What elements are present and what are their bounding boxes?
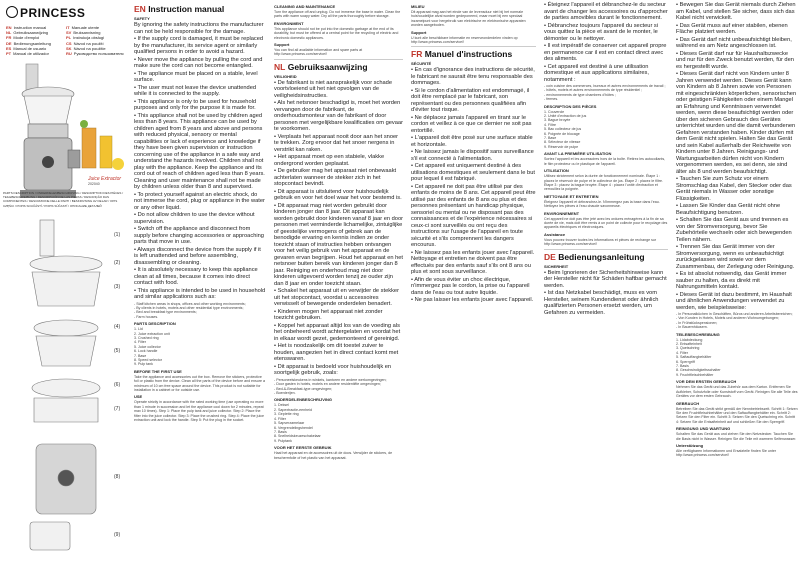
de-part-item: 8. Geschwindigkeitsschalter [676, 368, 721, 373]
model-number: 202040 [88, 182, 100, 186]
de-cleaning-text: Schalten Sie das Gerät aus und ziehen Sie den Netzstecker. Tauchen Sie die Basis nicht in Wasser. Reinigen Sie die Teile mit warmem Seifenwasser. [676, 432, 797, 441]
en-parts-heading: PARTS DESCRIPTION [134, 321, 176, 327]
de-safety-paragraph: • Trennen Sie das Gerät immer von der Stromversorgung, wenn es unbeaufsichtigt zurückgelassen wird sowie vor dem Zusammenbau, der Zerlegung oder Reinigung. [676, 244, 795, 270]
nl-safety-paragraph: • De fabrikant is niet aansprakelijk voor schade voortvloeiend uit het niet opvolgen van de veiligheidsinstructies. [274, 79, 393, 99]
nl-part-item: 5. Sapverzamelaar [274, 421, 305, 426]
de-parts-list [676, 338, 798, 378]
de-use-heading: GEBRAUCH [676, 400, 700, 406]
language-name: Bruksanvisning [73, 30, 101, 36]
language-code: SV [66, 30, 72, 36]
fr-support-heading: Assistance [544, 231, 566, 237]
en-cleaning-text: Turn the appliance off and unplug. Do not immerse the base in water. Clean the parts with warm soapy water. Dry all the parts thoroughly before storage. [274, 10, 401, 19]
fr-environment-heading: ENVIRONNEMENT [544, 210, 580, 216]
dutch-french-column [407, 0, 540, 305]
fr-safety-paragraph: • Cet appareil ne doit pas être utilisé par des enfants de moins de 8 ans. Cet appareil peut être utilisé par des enfants de 8 ans ou plus et des personnes présentant un handicap physique, sensoriel ou mental ou ne disposant pas des connaissances et de l'expérience nécessaires si ceux-ci sont surveillés ou ont reçu des instructions sur l'usage de l'appareil en toute sécurité et s'ils comprennent les dangers encourus. [411, 183, 536, 249]
language-code: FR [6, 35, 12, 41]
fr-use-text: Utilisez strictement selon la durée de fonctionnement nominale. Étape 1 : placez le réservoir de pulpe et le collecteur de jus. Étape 2 : placez le filtre. Étape 3 : placez la bague broyée. Étape 4 : placez l'unité d'extraction et verrouillez la poignée. [544, 174, 664, 192]
english-dutch-column [270, 0, 407, 460]
language-name: Mode d'emploi [13, 35, 40, 41]
figure-label: (2) [114, 260, 121, 266]
de-safety-paragraph: • Das Gerät muss auf einer stabilen, ebenen Fläche platziert werden. [676, 22, 788, 35]
de-usage-item: - Von Kunden in Hotels, Motels und anderen Wohnumgebungen; [676, 316, 779, 321]
german-column [672, 0, 802, 458]
fr-usage-item: - environnements de type chambres d'hôtes ; [544, 92, 616, 97]
fr-safety-paragraph: • En cas d'ignorance des instructions de sécurité, le fabricant ne saurait être tenu responsable des dommages. [411, 67, 535, 87]
de-safety-paragraph: • Lassen Sie Kinder das Gerät nicht ohne Beaufsichtigung benutzen. [676, 203, 781, 216]
nl-usage-item: - Boerderijen. [274, 391, 296, 396]
de-title-text: Bedienungsanleitung [558, 251, 645, 262]
figure-label: (8) [114, 474, 121, 480]
language-name: Manual de utilizador [13, 51, 49, 57]
nl-usage-item: - Door gasten in hotels, motels en andere residentiële omgevingen; [274, 382, 381, 387]
figure-label: (4) [114, 324, 121, 330]
en-safety-bullet: • Switch off the appliance and disconnect from supply before changing accessories or approaching parts that move in use. [134, 226, 264, 245]
nl-safety-paragraph: • Als het netsnoer beschadigd is, moet het worden vervangen door de fabrikant, de onderhoudsmonteur van de fabrikant of door personen met vergelijkbare kwalificaties om gevaar te voorkomen. [274, 100, 403, 133]
nl-before-heading: VOOR HET EERSTE GEBRUIK [274, 445, 332, 451]
en-safety-bullet: • This appliance shall not be used by children aged less than 8 years. This appliance can be used by children aged from 8 years and above and persons with reduced physical, sensory or mental capabilities or lack of experience and knowledge if they have been given supervision or instruction concerning use of the appliance in a safe way and understand the hazards involved. Children shall not play with the appliance. Keep the appliance and its cord out of reach of children aged less than 8 years. Cleaning and user maintenance shall not be made by children unless older than 8 and supervised. [134, 112, 265, 190]
nl-support-heading: Support [411, 29, 427, 35]
language-code: PT [6, 51, 12, 57]
fr-part-item: 4. Filtre [544, 122, 556, 127]
en-parts-list [134, 327, 266, 367]
language-name: Manual de usuario [13, 45, 47, 51]
nl-parts-list [274, 403, 403, 443]
en-cleaning-heading: CLEANING AND MAINTENANCE [274, 4, 336, 9]
language-name: Návod na použitie [73, 45, 106, 51]
en-lang-code: EN [134, 4, 146, 14]
language-code: PL [66, 35, 72, 41]
de-safety-paragraph: • Tauchen Sie zum Schutz vor einem Stromschlag das Kabel, den Stecker oder das Gerät niemals in Wasser oder sonstige Flüssigkeiten. [676, 176, 792, 202]
model-name: Juice Extractor [88, 176, 122, 182]
fr-safety-paragraph: • Cet appareil est destiné à une utilisation domestique et aux applications similaires, notamment : [544, 63, 649, 83]
nl-environment-text: Dit apparaat mag aan het einde van de levensduur niet bij het normale huishoudelijke afval worden gedeponeerd, maar moet bij een speciaal inzamelpunt voor hergebruik van elektrische en elektronische apparaten worden aangeboden. [411, 10, 526, 28]
fr-safety-paragraph: • Éteignez l'appareil et débranchez-le du secteur avant de changer les accessoires ou d'approcher de parties amovibles durant le fonctionnement. [544, 2, 668, 21]
language-code: CS [66, 40, 72, 46]
nl-safety-paragraph: • Verplaats het apparaat nooit door aan het snoer te trekken. Zorg ervoor dat het snoer nergens in verstrikt kan raken. [274, 133, 399, 153]
fr-safety-paragraph: • Afin de vous éviter un choc électrique, n'immergez pas le cordon, la prise ou l'appareil dans de l'eau ou tout autre liquide. [411, 276, 530, 296]
figure-label: (5) [114, 348, 121, 354]
de-part-item: 5. Saftauffangbehälter [676, 355, 712, 360]
de-safety-paragraphs-continued [676, 2, 798, 311]
language-code: RU [66, 51, 72, 57]
de-safety-paragraphs [544, 270, 668, 317]
fr-usage-list [544, 84, 668, 102]
nl-lang-code: NL [274, 61, 286, 72]
language-name: Instruction manual [13, 25, 47, 30]
de-title [544, 252, 668, 262]
language-name: Руководство пользователя [73, 51, 124, 57]
fr-part-item: 9. Réservoir de pulpe [544, 144, 579, 149]
nl-safety-paragraph: • Dit apparaat mag niet worden gebruikt door kinderen jonger dan 8 jaar. Dit apparaat kan worden gebruikt door kinderen vanaf 8 jaar en door personen met verminderde lichamelijke, zintuiglijke of geestelijke vermogens of gebrek aan de benodigde ervaring en kennis indien ze onder toezicht staan of instructies hebben ontvangen voor het veilig gebruik van het apparaat en de gevaren ervan begrijpen. Houd het apparaat en het netsnoer buiten bereik van kinderen jonger dan 8 jaar. Reiniging en onderhoud mag niet door kinderen uitgevoerd worden tenzij ze ouder zijn dan 8 jaar en onder toezicht staan. [274, 202, 404, 287]
de-support-heading: Unterstützung [676, 442, 704, 448]
en-before-heading: BEFORE THE FIRST USE [134, 368, 182, 374]
nl-safety-paragraph: • Dit apparaat is bedoeld voor huishoudelijk en soortgelijk gebruik, zoals: [274, 363, 392, 377]
nl-part-item: 1. Deksel [274, 403, 289, 408]
de-before-text: Nehmen Sie das Gerät und das Zubehör aus dem Karton. Entfernen Sie Aufkleber, Schutzfolie oder Kunststoff vom Gerät. Reinigen Sie alle Teile des Gerätes vor dem ersten Gebrauch. [676, 385, 798, 399]
en-usage-item: - Bed and breakfast type environments; [134, 310, 197, 315]
nl-safety-paragraph: • Koppel het apparaat altijd los van de voeding als het onbeheerd wordt achtergelaten en voordat het in elkaar wordt gezet, gedemonteerd of gereinigd. [274, 322, 401, 342]
figure-label: (9) [114, 532, 121, 538]
brand-logo [6, 6, 85, 20]
parts-caption: PARTS DESCRIPTION / ONDERDELENBESCHRIJVING / DESCRIPTION DES PIÈCES / TEILEBESCHREIBUNG / DESCRIPCIÓN DE LAS PIEZAS / DESCRIÇÃO DAS COMPONENTES / DESCRIZIONE DELLE PARTI / BESKRIVNING AV DELAR / OPIS CZĘŚCI / POPIS SOUČÁSTÍ / POPIS SÚČASTÍ / ОПИСАНИЕ ДЕТАЛЕЙ [3, 191, 124, 208]
language-name: Návod na použití [73, 40, 104, 46]
nl-safety-paragraph: • Het is noodzakelijk om dit toestel zuiver te houden, aangezien het in direct contact komt met etenswaren. [274, 343, 399, 363]
language-row [6, 51, 126, 56]
fr-title [411, 49, 536, 59]
juice-glasses-image [78, 118, 126, 172]
de-usage-list [676, 312, 798, 330]
nl-usage-list [274, 378, 403, 396]
de-part-item: 9. Fruchtfleischbehälter [676, 372, 714, 377]
nl-part-item: 6. Vergrendelingshendel [274, 425, 313, 430]
fr-safety-paragraph: • Ne déplacez jamais l'appareil en tirant sur le cordon et veillez à ce que ce dernier ne soit pas entortillé. [411, 114, 532, 134]
en-before-text: Take the appliance and accessories out the box. Remove the stickers, protective foil or plastic from the device. Clean all the parts of the device before and ensure a minimum of 10 cm free space around the device. This product is not suitable for installation in a cabinet or for outside use. [134, 374, 266, 392]
divider [411, 46, 536, 47]
fr-safety-paragraphs-continued [544, 2, 668, 83]
en-environment-text: This appliance should not be put into the domestic garbage at the end of its durability, but must be offered at a central point for the recycling of electric and electronic domestic appliances. [274, 26, 399, 40]
fr-cleaning-text: Éteignez l'appareil et débranchez-le. N'immergez pas la base dans l'eau. Nettoyez les pièces à l'eau chaude savonneuse. [544, 199, 660, 209]
cover-column [0, 0, 130, 575]
de-usage-item: - In Bauernhäusern. [676, 325, 708, 330]
en-part-item: 8. Speed selector [134, 357, 162, 362]
nl-safety-paragraph: • Het apparaat moet op een stabiele, vlakke ondergrond worden geplaatst. [274, 154, 385, 167]
de-safety-paragraph: • Dieses Gerät darf nur für Haushaltszwecke und nur für den Zweck benutzt werden, für den es hergestellt wurde. [676, 50, 794, 70]
en-part-item: 7. Base [134, 353, 147, 358]
fr-usage-item: - hôtels, motels et autres environnements de type résidentiel ; [544, 88, 643, 93]
de-lang-code: DE [544, 251, 556, 262]
en-usage-item: - Farm houses. [134, 314, 159, 319]
fr-safety-paragraph: • Si le cordon d'alimentation est endommagé, il doit être remplacé par le fabricant, son représentant ou des personnes qualifiées afin d'éviter tout risque. [411, 87, 530, 114]
nl-part-item: 8. Snelheidskeuzeschakelaar [274, 434, 321, 439]
nl-part-item: 7. Basis [274, 429, 287, 434]
nl-safety-paragraph: • Dit apparaat is uitsluitend voor huishoudelijk gebruik en voor het doel waar het voor bestemd is. [274, 188, 402, 202]
figure-label: (6) [114, 382, 121, 388]
de-cleaning-heading: REINIGUNG UND WARTUNG [676, 426, 731, 432]
de-part-item: 7. Basis [676, 364, 689, 369]
nl-part-item: 2. Sapextractie-eenheid [274, 407, 312, 412]
language-code: IT [66, 25, 70, 30]
de-part-item: 3. Quetschring [676, 346, 700, 351]
language-code: EN [6, 25, 12, 30]
de-before-heading: VOR DEM ERSTEN GEBRAUCH [676, 379, 737, 385]
en-safety-bullet: • If the supply cord is damaged, it must be replaced by the manufacturer, its service agent or similarly qualified persons in order to avoid a hazard. [134, 36, 264, 55]
en-part-item: 9. Pulp tank [134, 362, 153, 367]
en-part-item: 4. Filter [134, 340, 146, 345]
language-name: Manuale utente [71, 25, 100, 30]
nl-usage-item: - Personeelskeukens in winkels, kantoren en andere werkomgevingen; [274, 377, 387, 382]
en-safety-bullet: • Do not allow children to use the device without supervision. [134, 212, 255, 225]
figure-label: (3) [114, 284, 121, 290]
fr-usage-item: - coin cuisine des commerces, bureaux et autres environnements de travail ; [544, 84, 666, 88]
nl-part-item: 4. Filter [274, 416, 286, 421]
brand-name: PRINCESS [20, 6, 86, 20]
en-title [134, 4, 266, 14]
en-usage-item: - Staff kitchen areas in shops, offices and other working environments; [134, 301, 246, 306]
language-code: DE [6, 40, 12, 46]
fr-part-item: 6. Poignée de blocage [544, 131, 580, 136]
fr-usage-item: - fermes. [544, 97, 559, 102]
en-safety-bullets [134, 36, 266, 301]
de-part-item: 1. Lidabdeckung [676, 337, 703, 342]
language-name: Gebruiksaanwijzing [13, 30, 49, 36]
en-safety-bullet: • The appliance must be placed on a stable, level surface. [134, 70, 258, 83]
de-safety-paragraph: • Dieses Gerät ist dazu bestimmt, im Haushalt und ähnlichen Anwendungen verwendet zu werden, wie beispielsweise: [676, 291, 792, 311]
de-safety-paragraph: • Beim Ignorieren der Sicherheitshinweise kann der Hersteller nicht für Schäden haftbar gemacht werden. [544, 269, 667, 289]
en-environment-heading: ENVIRONMENT [274, 20, 304, 26]
figure-label: (1) [114, 232, 121, 238]
exploded-parts-diagram [10, 216, 128, 570]
fr-parts-list [544, 110, 668, 150]
fr-safety-paragraph: • L'appareil doit être posé sur une surface stable et horizontale. [411, 135, 533, 148]
fr-safety-paragraph: • Ne laissez pas les enfants jouer avec l'appareil. Nettoyage et entretien ne doivent pas être effectués par des enfants sauf s'ils ont 8 ans ou plus et sont sous surveillance. [411, 249, 535, 276]
en-part-item: 2. Juice extraction unit [134, 331, 170, 336]
fr-part-item: 7. Base [544, 136, 557, 141]
fr-cleaning-heading: NETTOYAGE ET ENTRETIEN [544, 193, 599, 199]
en-safety-bullet: • The user must not leave the device unattended while it is connected to the supply. [134, 84, 257, 97]
fr-environment-text: Cet appareil ne doit pas être jeté avec les ordures ménagères à la fin de sa durée de vie, mais doit être remis à un point de collecte pour le recyclage des appareils électriques et électroniques. [544, 216, 668, 230]
de-part-item: 4. Filter [676, 350, 688, 355]
en-safety-bullet: • It is absolutely necessary to keep this appliance clean at all times, because it comes into direct contact with food. [134, 267, 258, 286]
en-use-heading: USE [134, 394, 143, 400]
de-support-text: Alle verfügbaren Informationen und Ersatzteile finden Sie unter http://www.princess.com/service/! [676, 448, 777, 458]
fr-before-heading: AVANT LA PREMIÈRE UTILISATION [544, 151, 612, 157]
de-safety-paragraph: • Schalten Sie das Gerät aus und trennen es von der Stromversorgung, bevor Sie Zubehörteile wechseln oder sich bewegenden Teilen nähern. [676, 217, 792, 243]
en-safety-bullet: • This appliance is only to be used for household purposes and only for the purpose it is made for. [134, 98, 257, 111]
fr-support-text: Vous pouvez trouver toutes les informations et pièces de rechange sur http://www.princess.com/service/! [544, 237, 657, 247]
language-code: SK [66, 45, 72, 51]
en-part-item: 6. Lock handle [134, 349, 158, 354]
nl-before-text: Haal het apparaat en de accessoires uit de doos. Verwijder de stickers, de beschermfolie of het plastic van het apparaat. [274, 451, 393, 460]
brand-mark-icon [6, 6, 18, 18]
figure-label: (7) [114, 406, 121, 412]
fr-title-text: Manuel d'instructions [424, 49, 513, 60]
fr-safety-heading: SÉCURITÉ [411, 61, 432, 67]
de-part-item: 6. Sperrgriff [676, 359, 695, 364]
fr-safety-paragraphs [411, 67, 536, 304]
nl-part-item: 3. Geplette ring [274, 412, 299, 417]
fr-part-item: 3. Bague broyée [544, 118, 571, 123]
divider [274, 59, 403, 60]
nl-safety-paragraph: • Schakel het apparaat uit en verwijder de stekker uit het stopcontact, voordat u accessoires verwisselt of bewegende onderdelen benadert. [274, 288, 399, 308]
de-parts-heading: TEILEBESCHREIBUNG [676, 331, 720, 337]
language-code: NL [6, 30, 12, 36]
de-safety-paragraph: • Dieses Gerät darf nicht von Kindern unter 8 Jahren verwendet werden. Dieses Gerät kann von Kindern ab 8 Jahren sowie von Personen mit eingeschränkten körperlichen, sensorischen oder geistigen Fähigkeiten oder einem Mangel an Erfahrung und Kenntnissen verwendet werden, wenn diese beaufsichtigt werden oder über den sicheren Gebrauch des Gerätes unterrichtet wurden und die damit verbundenen Gefahren verstanden haben. Kinder dürfen mit dem Gerät nicht spielen. Halten Sie das Gerät und sein Kabel außerhalb der Reichweite von Kindern unter 8 Jahren. Reinigungs- und Wartungsarbeiten dürfen nicht von Kindern vorgenommen werden, es sei denn, sie sind älter als 8 und werden beaufsichtigt. [676, 71, 797, 175]
nl-safety-paragraph: • De gebruiker mag het apparaat niet onbewaakt achterlaten wanneer de stekker zich in het stopcontact bevindt. [274, 168, 397, 188]
fr-part-item: 1. Couvercle [544, 109, 565, 114]
nl-usage-item: - Bed-&-Breakfast-type omgevingen; [274, 386, 333, 391]
fr-part-item: 2. Unité d'extraction de jus [544, 114, 587, 119]
language-item [66, 51, 126, 56]
en-title-text: Instruction manual [148, 4, 225, 14]
nl-title [274, 62, 403, 72]
fr-part-item: 8. Sélecteur de vitesse [544, 140, 581, 145]
language-name: Bedienungsanleitung [13, 40, 51, 46]
en-part-item: 5. Juice collector [134, 344, 161, 349]
en-safety-bullet: • To protect yourself against an electric shock, do not immerse the cord, plug or appliance in the water or any other liquid. [134, 191, 265, 211]
language-name: Instrukcja obsługi [73, 35, 105, 41]
en-safety-intro: By ignoring the safety instructions the manufacturer can not be held responsible for the damage. [134, 22, 264, 35]
divider [544, 249, 668, 250]
en-safety-bullet: • Always disconnect the device from the supply if it is left unattended and before assembling, disassembling or cleaning. [134, 246, 261, 266]
language-list [6, 25, 126, 56]
fr-before-text: Sortez l'appareil et les accessoires hors de la boîte. Retirez les autocollants, le film protecteur ou le plastique de l'appareil. [544, 157, 666, 166]
de-safety-paragraph: • Bewegen Sie das Gerät niemals durch Ziehen am Kabel, und stellen Sie sicher, dass sich das Kabel nicht verwickelt. [676, 2, 796, 21]
en-usage-item: - By clients in hotels, motels and other residential type environments; [134, 305, 244, 310]
en-support-text: You can find all available information and spare parts at http://www.princess.com/service/! [274, 48, 363, 57]
nl-part-item: 9. Pulptank [274, 438, 292, 443]
english-column [130, 0, 270, 422]
nl-support-text: U kunt alle beschikbare informatie en reserveonderdelen vinden op http://www.princess.com/service/! [411, 35, 518, 45]
nl-safety-paragraph: • Kinderen mogen het apparaat niet zonder toezicht gebruiken. [274, 308, 383, 322]
fr-use-heading: UTILISATION [544, 168, 569, 174]
nl-title-text: Gebruiksaanwijzing [287, 61, 368, 72]
en-safety-bullet: • This appliance is intended to be used in household and similar applications such as: [134, 287, 266, 300]
fr-safety-paragraph: • Ne pas laisser les enfants jouer avec l'appareil. [411, 297, 534, 304]
fr-safety-paragraph: • Il est impératif de conserver cet appareil propre en permanence car il est en contact direct avec des aliments. [544, 43, 667, 62]
nl-environment-heading: MILIEU [411, 4, 425, 9]
juicer-product-image [14, 62, 84, 202]
nl-safety-heading: VEILIGHEID [274, 73, 297, 79]
de-safety-paragraph: • Ist das Netzkabel beschädigt, muss es vom Hersteller, seinem Kundendienst oder ähnlich qualifizierten Personen ersetzt werden, um Gefahren zu vermeiden. [544, 290, 659, 316]
fr-safety-paragraph: • Débranchez toujours l'appareil du secteur si vous quittez la pièce et avant de le monter, le démonter ou le nettoyer. [544, 22, 659, 42]
fr-safety-paragraph: • Ne laissez jamais le dispositif sans surveillance s'il est connecté à l'alimentation. [411, 149, 534, 162]
fr-safety-paragraph: • Cet appareil est uniquement destiné à des utilisations domestiques et seulement dans le but pour lequel il est fabriqué. [411, 163, 535, 183]
nl-parts-heading: ONDERDELENBESCHRIJVING [274, 397, 333, 403]
fr-part-item: 5. Bac collecteur de jus [544, 127, 582, 132]
de-safety-paragraph: • Es ist absolut notwendig, das Gerät immer sauber zu halten, da es direkt mit Nahrungsmitteln kontakt. [676, 271, 787, 290]
en-part-item: 1. Lid [134, 327, 143, 332]
de-usage-item: - In Personalküchen in Geschäften, Büros und anderen Arbeitsbereichen; [676, 312, 793, 316]
fr-parts-heading: DESCRIPTION DES PIÈCES [544, 103, 597, 109]
de-safety-heading: SICHERHEIT [544, 263, 569, 269]
de-safety-paragraph: • Das Gerät darf nicht unbeaufsichtigt bleiben, während es am Netz angeschlossen ist. [676, 36, 792, 49]
en-support-heading: Support [274, 42, 290, 48]
nl-safety-paragraphs [274, 80, 403, 377]
de-usage-item: - In Frühstückspensionen; [676, 320, 718, 325]
de-use-text: Betreiben Sie das Gerät strikt gemäß der Nennbetriebszeit. Schritt 1: Setzen Sie den Fruchtfleischbehälter und den Saftauffangbehälter ein. Schritt 2: Setzen Sie den Filter ein. Schritt 3: Setzen Sie den Quetschring ein. Schritt 4: Setzen Sie die Entsafteinheit auf und schließen Sie den Sperrgriff. [676, 406, 798, 424]
de-part-item: 2. Entsafteinheit [676, 342, 702, 347]
fr-lang-code: FR [411, 49, 423, 60]
french-german-column [540, 0, 672, 317]
model-label [88, 176, 121, 186]
en-usage-list [134, 302, 266, 320]
en-safety-heading: SAFETY [134, 16, 150, 21]
en-safety-bullet: • Never move the appliance by pulling the cord and make sure the cord can not become entangled. [134, 56, 263, 69]
language-item [6, 51, 66, 56]
language-code: ES [6, 45, 12, 51]
en-use-text: Operate strictly in accordance with the rated working time (use operating no more than 1 minute in succession and let the appliance cool down for 2 minutes, repeat max 10 times). Step 1: Place the pulp tank and juice collector. Step 2: Place the filter into the juice collector. Step 3: Place the crushed ring. Step 4: Place the juice extraction unit and lock the handle. Step 5: Put the plug in the socket. [134, 400, 265, 423]
en-part-item: 3. Crushed ring [134, 335, 159, 340]
